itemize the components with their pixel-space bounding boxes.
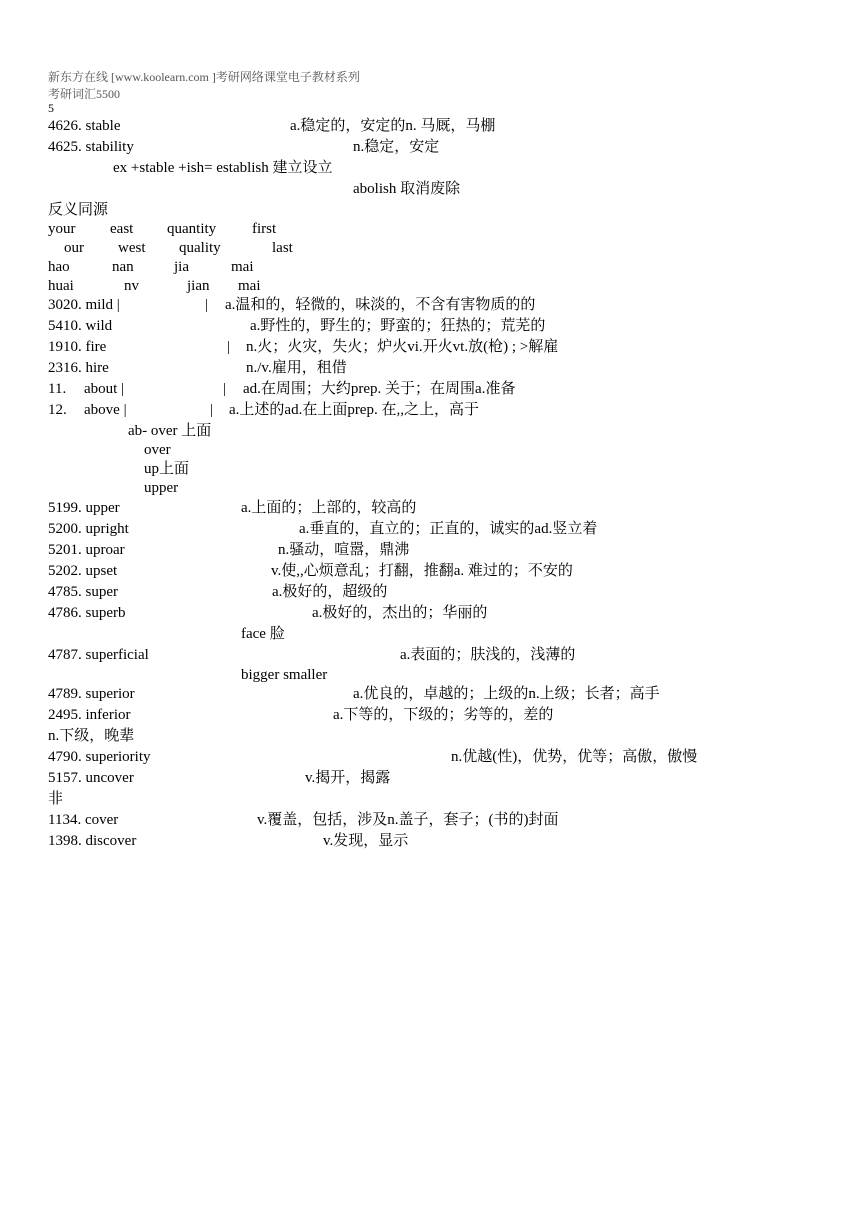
entry-separator: | <box>223 381 227 397</box>
grid-cell: mai <box>238 278 261 294</box>
grid-cell: mai <box>231 259 254 275</box>
entry-definition: v.使,,心烦意乱；打翻，推翻a. 难过的；不安的 <box>271 563 573 579</box>
entry-definition: v.覆盖，包括，涉及n.盖子，套子；(书的)封面 <box>257 812 559 828</box>
entry-definition: a.极好的，杰出的；华丽的 <box>312 605 488 621</box>
entry-separator: | <box>210 402 214 418</box>
entry-definition: a.优良的，卓越的；上级的n.上级；长者；高手 <box>353 686 660 702</box>
entry-word: 4790. superiority <box>48 749 151 765</box>
entry-definition: n./v.雇用，租借 <box>246 360 347 376</box>
entry-word: 4785. super <box>48 584 118 600</box>
entry-definition: a.极好的，超级的 <box>272 584 388 600</box>
entry-definition: a.表面的；肤浅的，浅薄的 <box>400 647 576 663</box>
entry-definition: a.下等的，下级的；劣等的，差的 <box>333 707 554 723</box>
entry-number: 12. <box>48 402 67 418</box>
grid-cell: nv <box>124 278 139 294</box>
entry-word: 4789. superior <box>48 686 135 702</box>
grid-cell: your <box>48 221 76 237</box>
entry-definition: n.骚动，喧嚣，鼎沸 <box>278 542 410 558</box>
entry-word: 4787. superficial <box>48 647 149 663</box>
grid-cell: huai <box>48 278 74 294</box>
grid-cell: our <box>64 240 84 256</box>
entry-separator: | <box>227 339 231 355</box>
grid-cell: last <box>272 240 293 256</box>
entry-word: about | <box>84 381 125 397</box>
note-text: ex +stable +ish= establish 建立设立 <box>113 160 333 176</box>
entry-word: 1398. discover <box>48 833 137 849</box>
entry-word: 5200. upright <box>48 521 129 537</box>
grid-cell: quantity <box>167 221 217 237</box>
note-text: bigger smaller <box>241 667 328 683</box>
note-text: face 脸 <box>241 626 285 642</box>
note-text: n.下级，晚辈 <box>48 728 135 744</box>
note-text: over <box>144 442 171 458</box>
grid-cell: east <box>110 221 134 237</box>
header-subtitle: 考研词汇5500 <box>48 87 121 101</box>
note-text: ab- over 上面 <box>128 423 212 439</box>
entry-word: 4625. stability <box>48 139 134 155</box>
entry-word: 3020. mild | <box>48 297 120 313</box>
entry-word: 4626. stable <box>48 118 121 134</box>
entry-word: 5202. upset <box>48 563 118 579</box>
entry-definition: a.垂直的，直立的；正直的，诚实的ad.竖立着 <box>299 521 598 537</box>
grid-cell: jia <box>174 259 189 275</box>
entry-separator: | <box>205 297 209 313</box>
grid-cell: hao <box>48 259 70 275</box>
entry-word: above | <box>84 402 127 418</box>
note-text: 非 <box>48 791 64 807</box>
entry-word: 4786. superb <box>48 605 126 621</box>
grid-cell: quality <box>179 240 221 256</box>
entry-number: 11. <box>48 381 67 397</box>
entry-definition: n.稳定，安定 <box>353 139 440 155</box>
entry-definition: v.揭开，揭露 <box>305 770 391 786</box>
entry-definition: a.温和的，轻微的，味淡的，不含有害物质的的 <box>225 297 536 313</box>
entry-word: 2495. inferior <box>48 707 131 723</box>
section-heading: 反义同源 <box>48 202 109 218</box>
entry-definition: a.上面的；上部的，较高的 <box>241 500 417 516</box>
entry-definition: a.稳定的，安定的n. 马厩，马棚 <box>290 118 496 134</box>
entry-definition: a.上述的ad.在上面prep. 在,,之上，高于 <box>229 402 479 418</box>
entry-word: 2316. hire <box>48 360 109 376</box>
entry-definition: n.火；火灾，失火；炉火vi.开火vt.放(枪) ; >解雇 <box>246 339 559 355</box>
entry-word: 5410. wild <box>48 318 113 334</box>
entry-definition: v.发现，显示 <box>323 833 409 849</box>
header-line: 新东方在线 [www.koolearn.com ]考研网络课堂电子教材系列 <box>48 70 360 84</box>
entry-word: 5201. uproar <box>48 542 125 558</box>
entry-word: 1910. fire <box>48 339 107 355</box>
grid-cell: first <box>252 221 277 237</box>
note-text: upper <box>144 480 179 496</box>
entry-word: 5199. upper <box>48 500 120 516</box>
page-number: 5 <box>48 101 54 115</box>
note-text: up上面 <box>144 461 190 477</box>
grid-cell: jian <box>187 278 210 294</box>
entry-definition: n.优越(性)，优势，优等；高傲，傲慢 <box>451 749 698 765</box>
note-text: abolish 取消废除 <box>353 181 461 197</box>
entry-definition: a.野性的，野生的；野蛮的；狂热的；荒芜的 <box>250 318 546 334</box>
entry-word: 1134. cover <box>48 812 119 828</box>
entry-definition: ad.在周围；大约prep. 关于；在周围a.准备 <box>243 381 516 397</box>
entry-word: 5157. uncover <box>48 770 134 786</box>
grid-cell: west <box>118 240 146 256</box>
grid-cell: nan <box>112 259 134 275</box>
